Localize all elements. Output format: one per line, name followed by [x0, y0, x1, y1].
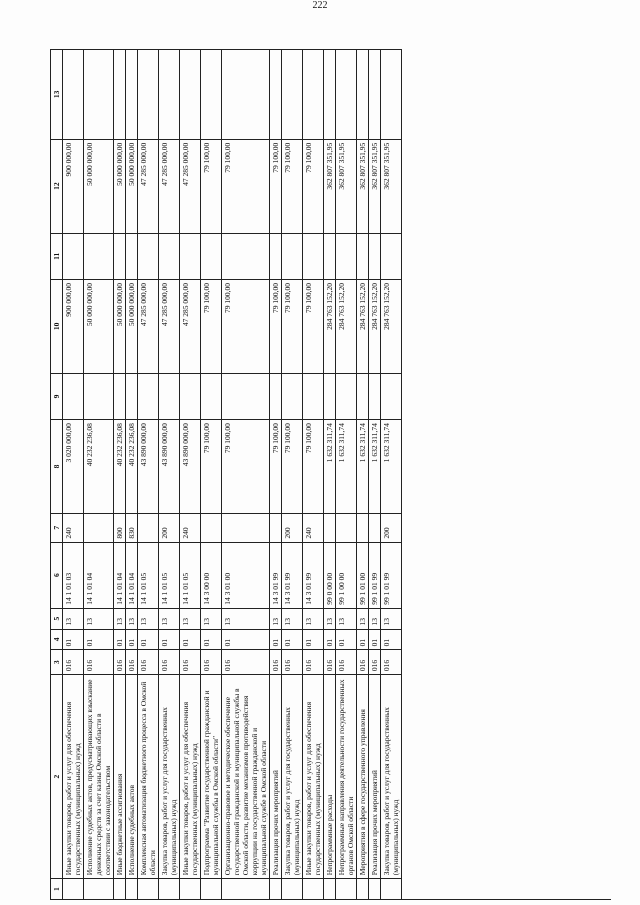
table-cell: 01 [126, 629, 137, 650]
row-name-cell: Закупка товаров, работ и услуг для государственных (муниципальных) нужд [381, 674, 401, 878]
table-cell: 01 [138, 629, 158, 650]
table-cell: 50 000 000,00 [84, 139, 113, 233]
table-cell: 1 632 311,74 [357, 419, 368, 513]
row-name-cell: Исполнение судебных актов [126, 674, 137, 878]
table-cell: 284 763 152,20 [357, 279, 368, 373]
table-cell: 40 232 236,08 [126, 419, 137, 513]
table-cell: 016 [369, 649, 380, 674]
table-row [114, 49, 126, 899]
header-cell: 4 [51, 629, 62, 650]
table-cell [270, 513, 281, 542]
header-cell: 9 [51, 373, 62, 419]
table-cell: 01 [381, 629, 401, 650]
table-row [63, 49, 84, 899]
table-cell: 14 1 01 05 [180, 542, 200, 608]
table-cell: 13 [63, 608, 83, 629]
table-cell: 47 285 000,00 [159, 279, 179, 373]
table-cell [270, 49, 281, 139]
table-cell [381, 49, 401, 139]
table-cell: 016 [201, 649, 221, 674]
table-cell [282, 233, 302, 279]
table-cell: 99 1 00 00 [336, 542, 356, 608]
table-cell [84, 233, 113, 279]
table-cell: 99 1 01 99 [369, 542, 380, 608]
table-cell: 79 100,00 [222, 419, 269, 513]
table-cell [138, 513, 158, 542]
table-cell: 016 [222, 649, 269, 674]
table-cell: 50 000 000,00 [84, 279, 113, 373]
page-number: 222 [312, 0, 328, 11]
row-name-cell: Иные закупки товаров, работ и услуг для обеспечения государственных (муниципальных) нужд [303, 674, 323, 878]
table-cell: 13 [324, 608, 335, 629]
table-cell: 362 807 351,95 [369, 139, 380, 233]
table-cell [84, 373, 113, 419]
table-cell: 01 [369, 629, 380, 650]
table-cell: 14 1 01 04 [84, 542, 113, 608]
table-cell: 01 [63, 629, 83, 650]
table-cell: 79 100,00 [201, 279, 221, 373]
table-cell [180, 878, 200, 899]
table-cell: 016 [336, 649, 356, 674]
table-cell [303, 878, 323, 899]
table-cell: 13 [138, 608, 158, 629]
table-row [84, 49, 114, 899]
table-cell: 14 3 01 99 [282, 542, 302, 608]
table-cell: 362 807 351,95 [324, 139, 335, 233]
table-cell: 13 [180, 608, 200, 629]
row-name-cell: Мероприятия в сфере государственного управления [357, 674, 368, 878]
table-cell: 43 890 000,00 [180, 419, 200, 513]
table-row [324, 49, 336, 899]
table-cell [324, 49, 335, 139]
table-row [369, 49, 381, 899]
table-cell: 016 [270, 649, 281, 674]
table-cell [63, 233, 83, 279]
table-row [138, 49, 159, 899]
table-row [357, 49, 369, 899]
table-cell: 79 100,00 [270, 139, 281, 233]
table-cell [63, 878, 83, 899]
table-cell: 284 763 152,20 [369, 279, 380, 373]
row-name-cell: Подпрограмма "Развитие государственной гражданской и муниципальной службы в Омской области" [201, 674, 221, 878]
header-cell: 3 [51, 649, 62, 674]
table-cell: 47 285 000,00 [138, 279, 158, 373]
row-name-cell: Комплексная автоматизация бюджетного процесса в Омской области [138, 674, 158, 878]
header-cell: 11 [51, 233, 62, 279]
header-cell: 2 [51, 674, 62, 878]
table-row [282, 49, 303, 899]
table-cell: 79 100,00 [222, 139, 269, 233]
table-cell: 1 632 311,74 [324, 419, 335, 513]
table-cell: 1 632 311,74 [369, 419, 380, 513]
table-cell [336, 373, 356, 419]
row-name-cell: Закупка товаров, работ и услуг для государственных (муниципальных) нужд [282, 674, 302, 878]
table-cell [336, 513, 356, 542]
table-cell: 14 1 01 03 [63, 542, 83, 608]
header-cell: 6 [51, 542, 62, 608]
table-cell: 01 [180, 629, 200, 650]
table-cell: 1 632 311,74 [336, 419, 356, 513]
table-cell [126, 233, 137, 279]
table-cell [114, 233, 125, 279]
table-cell: 79 100,00 [282, 279, 302, 373]
table-cell [303, 233, 323, 279]
table-cell: 016 [357, 649, 368, 674]
table-cell: 13 [159, 608, 179, 629]
table-cell [201, 233, 221, 279]
table-cell [114, 49, 125, 139]
table-row [180, 49, 201, 899]
header-cell: 10 [51, 279, 62, 373]
table-cell: 1 632 311,74 [381, 419, 401, 513]
table-cell: 13 [222, 608, 269, 629]
table-cell [63, 49, 83, 139]
table-row [303, 49, 324, 899]
row-name-cell: Непрограммные направления деятельности государственных органов Омской области [336, 674, 356, 878]
table-cell [180, 373, 200, 419]
table-cell: 016 [63, 649, 83, 674]
table-cell [114, 878, 125, 899]
table-cell: 13 [84, 608, 113, 629]
table-cell [159, 233, 179, 279]
table-cell [381, 878, 401, 899]
table-cell [336, 49, 356, 139]
table-cell: 200 [381, 513, 401, 542]
table-cell: 01 [282, 629, 302, 650]
row-name-cell: Закупка товаров, работ и услуг для государственных (муниципальных) нужд [159, 674, 179, 878]
table-cell: 99 1 01 00 [357, 542, 368, 608]
table-cell [369, 373, 380, 419]
table-cell [84, 49, 113, 139]
table-cell: 800 [114, 513, 125, 542]
table-cell [222, 49, 269, 139]
table-cell [324, 233, 335, 279]
table-cell: 13 [369, 608, 380, 629]
table-cell: 13 [270, 608, 281, 629]
table-cell [282, 49, 302, 139]
table-cell [180, 233, 200, 279]
table-cell: 50 000 000,00 [114, 279, 125, 373]
table-cell: 900 000,00 [63, 279, 83, 373]
table-cell [126, 373, 137, 419]
table-cell: 900 000,00 [63, 139, 83, 233]
table-cell [369, 49, 380, 139]
table-cell: 79 100,00 [270, 279, 281, 373]
header-cell: 8 [51, 419, 62, 513]
table-cell: 200 [159, 513, 179, 542]
table-cell: 40 232 236,08 [114, 419, 125, 513]
table-cell: 240 [303, 513, 323, 542]
table-cell: 14 3 01 00 [222, 542, 269, 608]
table-cell: 01 [84, 629, 113, 650]
table-cell [336, 878, 356, 899]
table-cell: 40 232 236,08 [84, 419, 113, 513]
table-cell: 016 [126, 649, 137, 674]
table-cell: 14 3 01 99 [270, 542, 281, 608]
table-cell [270, 373, 281, 419]
row-name-cell: Реализация прочих мероприятий [369, 674, 380, 878]
table-cell [303, 49, 323, 139]
table-cell: 47 285 000,00 [180, 139, 200, 233]
table-cell: 016 [381, 649, 401, 674]
table-cell: 016 [324, 649, 335, 674]
table-cell [381, 373, 401, 419]
table-cell [63, 373, 83, 419]
table-cell [201, 513, 221, 542]
table-cell [201, 49, 221, 139]
table-cell: 016 [114, 649, 125, 674]
table-cell [369, 878, 380, 899]
table-cell: 13 [303, 608, 323, 629]
table-cell: 14 1 01 05 [138, 542, 158, 608]
table-cell: 79 100,00 [222, 279, 269, 373]
table-cell [180, 49, 200, 139]
table-cell [138, 878, 158, 899]
table-cell: 43 890 000,00 [138, 419, 158, 513]
table-cell: 79 100,00 [303, 139, 323, 233]
table-cell: 47 285 000,00 [180, 279, 200, 373]
budget-table [50, 49, 611, 900]
table-cell [201, 373, 221, 419]
table-cell: 284 763 152,20 [324, 279, 335, 373]
table-cell [324, 878, 335, 899]
table-cell: 016 [159, 649, 179, 674]
table-cell: 016 [303, 649, 323, 674]
table-cell: 14 1 01 05 [159, 542, 179, 608]
table-cell: 79 100,00 [201, 419, 221, 513]
table-cell: 13 [114, 608, 125, 629]
table-cell [324, 513, 335, 542]
header-cell: 1 [51, 878, 62, 899]
table-cell [270, 878, 281, 899]
table-cell [159, 373, 179, 419]
table-cell: 79 100,00 [303, 279, 323, 373]
table-cell: 79 100,00 [201, 139, 221, 233]
table-row [270, 49, 282, 899]
table-cell [369, 233, 380, 279]
table-cell: 13 [126, 608, 137, 629]
table-cell: 50 000 000,00 [126, 279, 137, 373]
table-cell [138, 373, 158, 419]
table-cell: 14 1 01 04 [126, 542, 137, 608]
table-cell: 01 [222, 629, 269, 650]
table-cell: 200 [282, 513, 302, 542]
row-name-cell: Иные бюджетные ассигнования [114, 674, 125, 878]
table-cell [126, 49, 137, 139]
table-cell: 50 000 000,00 [126, 139, 137, 233]
table-cell: 79 100,00 [282, 419, 302, 513]
table-cell: 016 [138, 649, 158, 674]
table-cell: 14 1 01 04 [114, 542, 125, 608]
table-cell: 016 [282, 649, 302, 674]
table-cell: 43 890 000,00 [159, 419, 179, 513]
table-cell: 47 285 000,00 [138, 139, 158, 233]
table-cell: 284 763 152,20 [381, 279, 401, 373]
table-row [336, 49, 357, 899]
table-cell: 016 [180, 649, 200, 674]
table-cell [222, 513, 269, 542]
header-cell: 7 [51, 513, 62, 542]
table-cell: 79 100,00 [282, 139, 302, 233]
table-cell [357, 513, 368, 542]
table-cell: 14 3 00 00 [201, 542, 221, 608]
table-cell [270, 233, 281, 279]
table-cell [159, 878, 179, 899]
table-cell [369, 513, 380, 542]
row-name-cell: Непрограммные расходы [324, 674, 335, 878]
table-cell: 3 020 000,00 [63, 419, 83, 513]
row-name-cell: Реализация прочих мероприятий [270, 674, 281, 878]
table-cell [303, 373, 323, 419]
table-cell [357, 373, 368, 419]
table-cell: 01 [324, 629, 335, 650]
table-cell: 01 [201, 629, 221, 650]
table-cell: 13 [357, 608, 368, 629]
table-cell [84, 513, 113, 542]
table-cell: 14 3 01 99 [303, 542, 323, 608]
header-cell: 5 [51, 608, 62, 629]
table-cell: 830 [126, 513, 137, 542]
table-cell [282, 373, 302, 419]
table-cell: 13 [282, 608, 302, 629]
table-cell: 47 285 000,00 [159, 139, 179, 233]
header-cell: 13 [51, 49, 62, 139]
table-row [126, 49, 138, 899]
table-cell: 362 807 351,95 [381, 139, 401, 233]
row-name-cell: Иные закупки товаров, работ и услуг для обеспечения государственных (муниципальных) нужд [63, 674, 83, 878]
table-cell [84, 878, 113, 899]
table-cell [201, 878, 221, 899]
table-cell: 362 807 351,95 [336, 139, 356, 233]
table-cell: 50 000 000,00 [114, 139, 125, 233]
table-cell [357, 878, 368, 899]
table-cell: 01 [303, 629, 323, 650]
table-cell [222, 233, 269, 279]
table-cell [357, 233, 368, 279]
table-cell [222, 373, 269, 419]
table-header-row [51, 49, 63, 899]
row-name-cell: Организационно-правовое и методическое обеспечение государственной гражданской и муниципальной службы в Омской области, развитие механизмов противодействия коррупции на государственной гражданской и муниципальной службе в Омской области [222, 674, 269, 878]
table-row [159, 49, 180, 899]
table-cell [222, 878, 269, 899]
row-name-cell: Иные закупки товаров, работ и услуг для обеспечения государственных (муниципальных) нужд [180, 674, 200, 878]
table-cell [159, 49, 179, 139]
table-cell: 362 807 351,95 [357, 139, 368, 233]
table-row [381, 49, 402, 899]
table-cell: 016 [84, 649, 113, 674]
table-row [201, 49, 222, 899]
table-cell: 79 100,00 [303, 419, 323, 513]
table-cell: 284 763 152,20 [336, 279, 356, 373]
table-cell: 01 [336, 629, 356, 650]
header-cell: 12 [51, 139, 62, 233]
table-cell [282, 878, 302, 899]
table-cell: 01 [270, 629, 281, 650]
table-cell [138, 49, 158, 139]
table-cell: 79 100,00 [270, 419, 281, 513]
table-cell [324, 373, 335, 419]
table-cell: 01 [357, 629, 368, 650]
table-cell [336, 233, 356, 279]
table-cell [114, 373, 125, 419]
table-cell: 240 [180, 513, 200, 542]
table-cell: 99 0 00 00 [324, 542, 335, 608]
table-cell: 240 [63, 513, 83, 542]
table-cell: 01 [114, 629, 125, 650]
table-cell: 99 1 01 99 [381, 542, 401, 608]
table-row [222, 49, 270, 899]
table-cell [138, 233, 158, 279]
table-cell [381, 233, 401, 279]
table-cell: 13 [336, 608, 356, 629]
row-name-cell: Исполнение судебных актов, предусматривающих взыскание денежных средств за счет казны Омской области в соответствии с законодательством [84, 674, 113, 878]
table-cell [357, 49, 368, 139]
table-cell [126, 878, 137, 899]
table-cell: 01 [159, 629, 179, 650]
table-cell: 13 [381, 608, 401, 629]
table-cell: 13 [201, 608, 221, 629]
